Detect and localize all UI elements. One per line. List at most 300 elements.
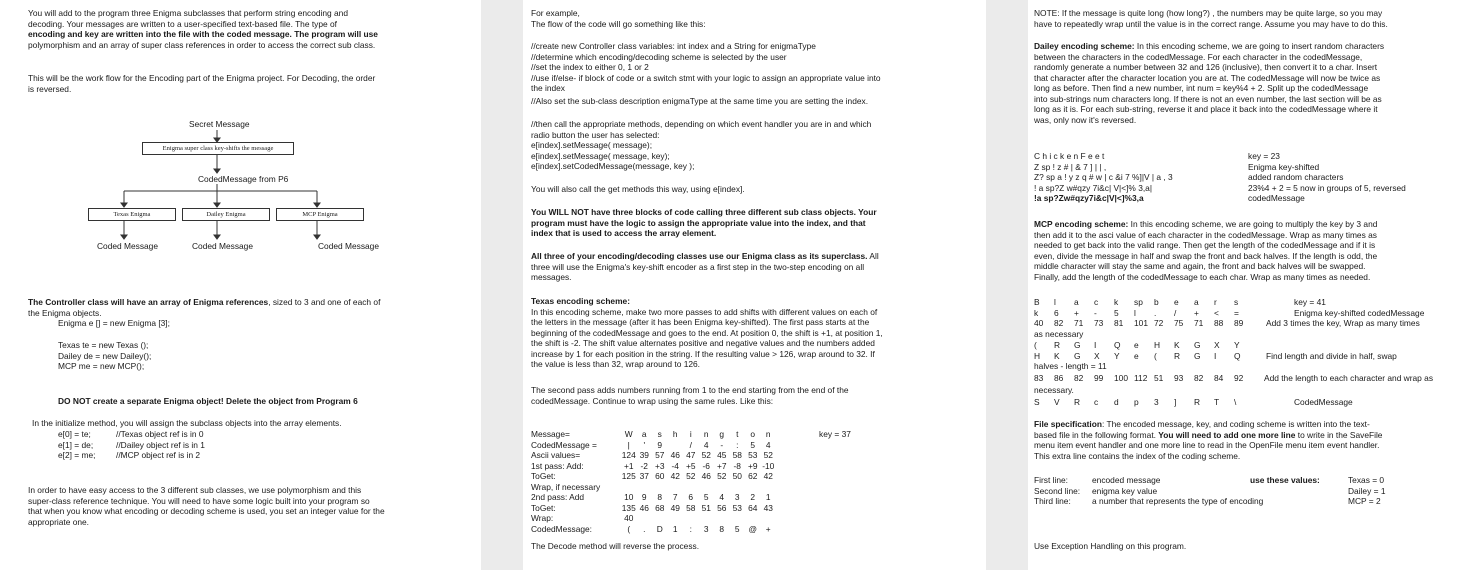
mcp-grid-cell: a <box>1194 297 1199 307</box>
mcp-grid-cell: 75 <box>1174 318 1184 328</box>
texas-table-cell: -4 <box>671 460 679 471</box>
controller-line: The Controller class will have an array of Enigma references, sized to 3 and one of each of <box>28 297 381 307</box>
get-call-line: You will also call the get methods this way, using e[index]. <box>531 184 745 194</box>
intro-line: encoding and key are written into the file with the coded message. The program will use <box>28 29 378 39</box>
texas-table-cell: . <box>643 523 646 534</box>
texas-table-row <box>531 482 621 493</box>
mcp-grid-cell: G <box>1194 350 1201 361</box>
texas-table-cell: 42 <box>670 471 680 481</box>
texas-table-label: Wrap: <box>531 513 554 523</box>
intro-line: decoding. Your messages are written to a user-specified text-based file. The type of <box>28 18 337 29</box>
texas-table-cell: 46 <box>639 502 649 513</box>
comment-line: //use if/else- if block of code or a switch stmt with your logic to assign an appropriate value into <box>531 72 881 83</box>
texas-table-cell: +7 <box>716 460 727 471</box>
use-values-label: use these values: <box>1250 475 1320 485</box>
texas-table-cell: 3 <box>703 523 709 534</box>
mcp-grid-cell: Y <box>1114 350 1120 361</box>
init-code: e[2] = me; <box>58 450 96 460</box>
mcp-grid-cell: k <box>1034 307 1039 318</box>
mcp-grid-cell: G <box>1074 340 1081 350</box>
texas-table-cell: 8 <box>657 492 663 502</box>
page-3 <box>1028 0 1468 570</box>
mcp-grid-cell: ] <box>1174 396 1177 407</box>
comment-line: //create new Controller class variables: int index and a String for enigmaType <box>531 41 816 51</box>
example-line: The flow of the code will go something like this: <box>531 18 706 29</box>
mcp-grid-cell: e <box>1134 340 1139 350</box>
texas-table-cell: 49 <box>670 502 680 513</box>
texas-table-cell: 3 <box>734 492 740 502</box>
mcp-grid-cell: 40 <box>1034 318 1044 328</box>
texas-table-cell: 58 <box>686 502 696 513</box>
workflow-line: is reversed. <box>28 83 72 94</box>
texas-table-cell: 46 <box>701 471 711 481</box>
mcp-grid-cell: X <box>1094 350 1100 361</box>
diagram-mcp-box: MCP Enigma <box>276 208 364 221</box>
texas-table-cell: 53 <box>732 502 742 513</box>
mcp-grid-cell: . <box>1154 307 1157 318</box>
texas-table-cell: +3 <box>654 460 665 471</box>
mcp-line: Finally, add the length of the codedMessage to each char. Wrap as many times as needed. <box>1034 271 1371 282</box>
mcp-grid-cell: sp <box>1134 297 1143 307</box>
texas-table-cell: D <box>656 523 663 534</box>
scheme-value: Texas = 0 <box>1348 475 1385 485</box>
texas-table-cell: 43 <box>763 502 773 513</box>
mcp-grid-cell: 83 <box>1034 373 1044 383</box>
mcp-note: CodedMessage <box>1294 396 1353 407</box>
init-comment: //MCP object ref is in 2 <box>116 450 201 460</box>
controller-code: MCP me = new MCP(); <box>58 361 145 371</box>
init-comment: //Texas object ref is in 0 <box>116 429 204 439</box>
mcp-grid-cell: K <box>1174 340 1180 350</box>
texas-table-cell: s <box>657 429 662 439</box>
file-line-value: a number that represents the type of encoding <box>1092 496 1264 506</box>
mcp-grid-cell: 72 <box>1154 318 1164 328</box>
mcp-note: Enigma key-shifted codedMessage <box>1294 307 1425 318</box>
texas-table-cell: 7 <box>672 492 678 502</box>
texas-line: the shift is -2. The shift value alternates positive and negative values and the numbers added <box>531 338 875 348</box>
diagram-output: Coded Message <box>97 241 158 251</box>
texas-table-cell: 46 <box>670 450 680 460</box>
diagram-secret-message: Secret Message <box>189 119 250 129</box>
texas-table-label: CodedMessage = <box>531 439 597 450</box>
mcp-line: needed to get back into the valid range. Then get the length of the codedMessage and if it is <box>1034 240 1376 250</box>
mcp-grid-cell: \ <box>1234 396 1237 407</box>
mcp-grid-cell: 86 <box>1054 373 1064 383</box>
diagram-super-box: Enigma super class key-shifts the message <box>142 142 294 155</box>
texas-table-cell: 4 <box>703 439 709 450</box>
texas-table-row <box>531 440 776 451</box>
texas-table-cell: 9 <box>657 439 663 450</box>
texas-table-cell: -10 <box>762 460 775 471</box>
intro-line: polymorphism and an array of super class references in order to access the correct sub class. <box>28 39 376 50</box>
texas-line: the letters in the message (after it has been Enigma key-shifted). The first pass starts at the <box>531 317 870 327</box>
dailey-example-right: Enigma key-shifted <box>1248 161 1320 172</box>
mcp-grid-cell: b <box>1154 297 1159 307</box>
texas-table-cell: 56 <box>717 502 727 513</box>
init-line: In the initialize method, you will assign the subclass objects into the array elements. <box>32 418 342 428</box>
texas-table-cell: n <box>765 429 771 439</box>
mcp-grid-cell: 82 <box>1194 373 1204 383</box>
mcp-grid-cell: 3 <box>1154 396 1159 407</box>
note-line: NOTE: If the message is quite long (how long?) , the numbers may be quite large, so you may <box>1034 8 1383 18</box>
mcp-grid-cell: 92 <box>1234 373 1244 383</box>
texas-table-cell: 1 <box>672 523 678 534</box>
mcp-grid-cell: 51 <box>1154 373 1164 383</box>
texas-table-label: 1st pass: Add: <box>531 460 584 471</box>
mcp-grid-cell: Y <box>1234 340 1240 350</box>
workflow-line: This will be the work flow for the Encoding part of the Enigma project. For Decoding, the order <box>28 73 376 83</box>
mcp-grid-cell: 99 <box>1094 373 1104 383</box>
texas-table-cell: 42 <box>763 471 773 481</box>
texas-table-cell: 4 <box>765 439 771 450</box>
texas-table-cell: o <box>750 429 756 439</box>
mcp-grid-cell: H <box>1034 350 1041 361</box>
access-line: super-class reference technique. You will need to have some logic built into your program so <box>28 495 370 506</box>
file-line-label: Third line: <box>1034 496 1071 506</box>
workflow-diagram <box>0 0 481 270</box>
mcp-grid-cell: 88 <box>1214 318 1224 328</box>
mcp-grid-cell: 84 <box>1214 373 1224 383</box>
mcp-grid-cell: 73 <box>1094 318 1104 328</box>
file-line-value: enigma key value <box>1092 485 1158 496</box>
exception-line: Use Exception Handling on this program. <box>1034 541 1187 551</box>
texas-table-cell: 52 <box>717 471 727 481</box>
comment-line: //Also set the sub-class description enigmaType at the same time you are setting the index. <box>531 96 869 106</box>
texas-table-cell: g <box>719 429 725 439</box>
mcp-halves: halves - length = 11 <box>1034 361 1107 371</box>
texas-table-cell: 5 <box>734 523 740 534</box>
comment-line: the index <box>531 83 565 93</box>
mcp-line: even, divide the message in half and swap the front and back halves. If the length is odd, the <box>1034 250 1378 261</box>
texas-table-row <box>531 450 776 461</box>
file-line-label: First line: <box>1034 475 1068 485</box>
dailey-line: into sub-strings num characters long. If there is not an even number, the last section will be as <box>1034 93 1382 104</box>
dailey-example-right: key = 23 <box>1248 151 1280 161</box>
mcp-grid-cell: s <box>1234 297 1239 307</box>
texas-line: increase by 1 for each position in the string. If the resulting value > 126, wrap around to 32. If <box>531 348 875 359</box>
all-three-line: three will use the Enigma's key-shift encoder as a first step in the two-step encoding on all <box>531 261 865 272</box>
texas-table-cell: : <box>689 523 692 534</box>
texas-table-cell: @ <box>748 523 757 534</box>
texas-table-cell: 58 <box>732 450 742 460</box>
mcp-grid-cell: 89 <box>1234 318 1244 328</box>
scheme-value: MCP = 2 <box>1348 496 1381 506</box>
texas-table-cell: 45 <box>717 450 727 460</box>
mcp-grid-cell: V <box>1054 396 1060 407</box>
init-code: e[1] = de; <box>58 439 94 450</box>
second-pass-line: The second pass adds numbers running from 1 to the end starting from the end of the <box>531 385 849 395</box>
texas-table-label: Ascii values= <box>531 450 581 460</box>
texas-table-cell: 52 <box>763 450 773 460</box>
mcp-grid-cell: = <box>1234 307 1239 318</box>
call-line: e[index].setMessage( message); <box>531 140 653 150</box>
init-comment: //Dailey object ref is in 1 <box>116 439 205 450</box>
texas-table-row <box>531 513 776 524</box>
mcp-grid-cell: R <box>1174 350 1181 361</box>
mcp-note: Add the length to each character and wrap as <box>1264 373 1434 383</box>
mcp-grid-cell: p <box>1134 396 1139 407</box>
controller-code: Texas te = new Texas (); <box>58 340 149 350</box>
texas-table-cell: i <box>689 429 692 439</box>
texas-table-label: CodedMessage: <box>531 523 592 534</box>
diagram-dailey-box: Dailey Enigma <box>182 208 270 221</box>
texas-table-cell: t <box>736 429 739 439</box>
mcp-grid-cell: l <box>1054 297 1056 307</box>
diagram-output: Coded Message <box>318 241 379 251</box>
texas-table-row <box>531 503 776 514</box>
mcp-grid-cell: a <box>1074 297 1079 307</box>
texas-table-cell: | <box>627 439 630 450</box>
dailey-example-left: Z? sp a ! y z q # w | c &i 7 %]|V | a , 3 <box>1034 172 1173 182</box>
texas-line: beginning of the codedMessage and goes to the end. At position 0, the shift is +1, at position 1, <box>531 327 883 338</box>
mcp-grid-cell: 71 <box>1074 318 1084 328</box>
mcp-grid-row <box>1034 318 1254 329</box>
mcp-grid-cell: 100 <box>1114 373 1128 383</box>
texas-table-cell: -2 <box>640 460 648 471</box>
controller-code: Dailey de = new Dailey(); <box>58 350 152 361</box>
mcp-grid-cell: ( <box>1154 350 1157 361</box>
mcp-grid-cell: c <box>1094 297 1099 307</box>
controller-line: the Enigma objects. <box>28 307 102 318</box>
texas-table-cell: +9 <box>747 460 758 471</box>
dailey-line: long as before. Then find a new number, int num = key%4 + 2. Split up the codedMessage <box>1034 83 1369 93</box>
texas-table-cell: 5 <box>750 439 756 450</box>
example-line: For example, <box>531 8 580 18</box>
mcp-grid-row <box>1034 351 1254 362</box>
mcp-note: Add 3 times the key, Wrap as many times <box>1266 318 1420 328</box>
decode-line: The Decode method will reverse the process. <box>531 541 700 551</box>
mcp-grid-cell: - <box>1094 307 1097 318</box>
mcp-grid-cell: l <box>1134 307 1136 318</box>
bold-warning: You WILL NOT have three blocks of code calling three different sub class objects. Your <box>531 207 877 217</box>
filespec-line: File specification: The encoded message, key, and coding scheme is written into the text- <box>1034 419 1370 429</box>
comment-line: //set the index to either 0, 1 or 2 <box>531 62 649 72</box>
gutter-left <box>481 0 523 570</box>
mcp-grid-cell: G <box>1074 350 1081 361</box>
mcp-grid-cell: k <box>1114 297 1119 307</box>
bold-warning: program must have the logic to assign the appropriate value into the index, and that <box>531 217 866 228</box>
diagram-output: Coded Message <box>192 241 253 251</box>
texas-table-label: ToGet: <box>531 502 556 513</box>
texas-table-cell: 9 <box>641 492 647 502</box>
mcp-grid-cell: + <box>1194 307 1199 318</box>
mcp-grid-cell: 112 <box>1134 373 1148 383</box>
texas-line: In this encoding scheme, make two more passes to add shifts with different values on each of <box>531 306 878 317</box>
texas-table-cell: +5 <box>685 460 696 471</box>
mcp-grid-cell: H <box>1154 340 1161 350</box>
dailey-line: Dailey encoding scheme: In this encoding scheme, we are going to insert random characters <box>1034 41 1385 51</box>
texas-table-cell: ' <box>643 439 646 450</box>
texas-table-cell: 4 <box>719 492 725 502</box>
mcp-grid-cell: 82 <box>1074 373 1084 383</box>
texas-table-cell: a <box>641 429 647 439</box>
texas-table-cell: 52 <box>701 450 711 460</box>
dailey-example-right: 23%4 + 2 = 5 now in groups of 5, reversed <box>1248 182 1406 193</box>
texas-table-cell: h <box>672 429 678 439</box>
mcp-note: necessary. <box>1034 385 1074 395</box>
call-line: //then call the appropriate methods, depending on which event handler you are in and which <box>531 119 872 129</box>
texas-table-cell: W <box>624 429 633 439</box>
mcp-line: middle character will stay the same and again, the front and back halves will be swapped. <box>1034 261 1366 271</box>
texas-table-cell: +1 <box>623 460 634 471</box>
mcp-grid-cell: I <box>1094 340 1097 350</box>
texas-key: key = 37 <box>819 429 851 439</box>
texas-table-row <box>531 429 776 440</box>
texas-table-cell: 40 <box>624 513 634 523</box>
texas-table-label: ToGet: <box>531 471 556 481</box>
mcp-note: as necessary <box>1034 328 1084 339</box>
mcp-grid-cell: R <box>1074 396 1081 407</box>
bold-warning: index that is used to access the array element. <box>531 228 717 238</box>
texas-line: the value is less than 32, wrap around to 126. <box>531 359 701 369</box>
file-line-value: encoded message <box>1092 475 1161 485</box>
mcp-grid-cell: 101 <box>1134 318 1148 328</box>
intro-line: You will add to the program three Enigma subclasses that perform string encoding and <box>28 8 348 18</box>
mcp-grid-cell: I <box>1214 350 1217 361</box>
texas-table-label: 2nd pass: Add <box>531 492 585 502</box>
texas-table-cell: 6 <box>688 492 694 502</box>
page-1 <box>0 0 481 570</box>
texas-table-cell: 47 <box>686 450 696 460</box>
mcp-grid-cell: X <box>1214 340 1220 350</box>
mcp-grid-row <box>1034 340 1254 351</box>
call-line: e[index].setMessage( message, key); <box>531 150 670 161</box>
call-line: radio button the user has selected: <box>531 129 660 140</box>
mcp-note: Find length and divide in half, swap <box>1266 350 1397 361</box>
mcp-grid-cell: K <box>1054 350 1060 361</box>
texas-table-cell: 5 <box>703 492 709 502</box>
init-code: e[0] = te; <box>58 429 91 439</box>
access-line: In order to have easy access to the 3 different sub classes, we use polymorphism and this <box>28 485 362 495</box>
filespec-line: This extra line contains the index of the coding scheme. <box>1034 450 1241 461</box>
mcp-line: MCP encoding scheme: In this encoding scheme, we are going to multiply the key by 3 and <box>1034 219 1378 229</box>
texas-table-cell: 64 <box>748 502 758 513</box>
mcp-grid-cell: e <box>1134 350 1139 361</box>
mcp-note: key = 41 <box>1294 297 1326 307</box>
texas-table-label: Wrap, if necessary <box>531 481 601 492</box>
mcp-grid-cell: d <box>1114 396 1119 407</box>
texas-table-cell: 52 <box>686 471 696 481</box>
comment-line: //determine which encoding/decoding scheme is selected by the user <box>531 51 787 62</box>
access-line: appropriate one. <box>28 516 89 527</box>
texas-table-cell: 53 <box>748 450 758 460</box>
mcp-grid-cell: / <box>1174 307 1177 318</box>
texas-table-label: Message= <box>531 429 570 439</box>
texas-table-cell: 37 <box>639 471 649 481</box>
texas-table-row <box>531 471 776 482</box>
page-2 <box>523 0 986 570</box>
controller-code: Enigma e [] = new Enigma [3]; <box>58 318 170 328</box>
filespec-line: based file in the following format. You will need to add one more line to write in the SaveFile <box>1034 429 1383 440</box>
texas-table-cell: 8 <box>719 523 725 534</box>
texas-table-cell: 50 <box>732 471 742 481</box>
mcp-grid-cell: T <box>1214 396 1220 407</box>
dailey-example-left: C h i c k e n F e e t <box>1034 151 1105 161</box>
mcp-grid-cell: 82 <box>1054 318 1064 328</box>
mcp-grid-cell: e <box>1174 297 1179 307</box>
dailey-example-right: codedMessage <box>1248 193 1305 203</box>
call-line: e[index].setCodedMessage(message, key ); <box>531 161 695 171</box>
mcp-grid-row <box>1034 297 1254 308</box>
texas-table-row <box>531 492 776 503</box>
mcp-grid-row <box>1034 308 1254 319</box>
access-line: that when you know what encoding or decoding scheme is used, you set an integer value for the <box>28 506 385 516</box>
mcp-line: then add it to the asci value of each character in the codedMessage. Wrap as many times as <box>1034 229 1377 240</box>
dailey-line: long as it is. For each sub-string, reverse it and place it back into the codedMessage where it <box>1034 104 1378 114</box>
mcp-grid-cell: R <box>1054 340 1061 350</box>
dailey-example-right: added random characters <box>1248 172 1344 182</box>
texas-table-cell: -6 <box>702 460 710 471</box>
mcp-grid-cell: R <box>1194 396 1201 407</box>
diagram-coded-from-p6: CodedMessage from P6 <box>198 174 289 184</box>
texas-table-cell: / <box>689 439 692 450</box>
mcp-grid-cell: + <box>1074 307 1079 318</box>
texas-table-cell: 60 <box>655 471 665 481</box>
mcp-grid-cell: c <box>1094 396 1099 407</box>
mcp-grid-cell: S <box>1034 396 1040 407</box>
texas-table-cell: 10 <box>624 492 634 502</box>
mcp-grid-cell: r <box>1214 297 1217 307</box>
texas-table-cell: 135 <box>621 502 636 513</box>
gutter-right <box>986 0 1028 570</box>
texas-table-cell: + <box>765 523 771 534</box>
all-three-line: All three of your encoding/decoding classes use our Enigma class as its superclass. All <box>531 251 879 261</box>
mcp-grid-cell: 93 <box>1174 373 1184 383</box>
dailey-line: that character after the character location you are at. The codedMessage will now be twice as <box>1034 72 1381 83</box>
note-line: have to repeatedly wrap until the value is in the correct range. Assume you may have to do this. <box>1034 18 1388 29</box>
file-line-label: Second line: <box>1034 485 1081 496</box>
mcp-grid-cell: B <box>1034 297 1040 307</box>
dailey-line: randomly generate a number between 32 and 126 (inclusive), then convert it to a char. Insert <box>1034 62 1378 72</box>
dailey-example-left: Z sp ! z # | & 7 ] | | , <box>1034 161 1107 172</box>
mcp-grid-cell: 81 <box>1114 318 1124 328</box>
texas-table-cell: 57 <box>655 450 665 460</box>
mcp-grid-cell: Q <box>1114 340 1121 350</box>
scheme-value: Dailey = 1 <box>1348 485 1386 496</box>
mcp-grid-row <box>1034 373 1254 384</box>
texas-table-cell: ( <box>627 523 631 534</box>
texas-table-cell: 68 <box>655 502 665 513</box>
texas-table-cell: -8 <box>733 460 741 471</box>
do-not-warning: DO NOT create a separate Enigma object! Delete the object from Program 6 <box>58 396 358 406</box>
texas-table-row <box>531 461 776 472</box>
texas-table-cell: : <box>736 439 739 450</box>
texas-table-cell: 62 <box>748 471 758 481</box>
mcp-grid-cell: G <box>1194 340 1201 350</box>
dailey-example-result: !a sp?Zw#qzy7i&c|V|<]%3,a <box>1034 193 1144 203</box>
dailey-line: between the characters in the codedMessage. For each character in the codedMessage, <box>1034 51 1363 62</box>
mcp-grid-cell: 71 <box>1194 318 1204 328</box>
texas-table-cell: 124 <box>621 450 636 460</box>
mcp-grid-row <box>1034 397 1254 408</box>
texas-table-cell: - <box>720 439 724 450</box>
texas-table-cell: 51 <box>701 502 711 513</box>
mcp-grid-cell: < <box>1214 307 1219 318</box>
mcp-grid-cell: ( <box>1034 340 1037 350</box>
texas-table-cell: n <box>703 429 709 439</box>
all-three-line: messages. <box>531 272 572 282</box>
texas-table-cell: 2 <box>750 492 756 502</box>
dailey-example-left: ! a sp?Z w#qzy 7i&c| V|<]% 3,a| <box>1034 182 1153 193</box>
dailey-line: was, only now it's reversed. <box>1034 114 1137 125</box>
texas-table-cell: 39 <box>639 450 649 460</box>
diagram-texas-box: Texas Enigma <box>88 208 176 221</box>
texas-table-cell: 1 <box>765 492 771 502</box>
texas-table-cell: 125 <box>621 471 636 481</box>
mcp-grid-cell: 6 <box>1054 307 1059 318</box>
texas-table-row <box>531 524 776 535</box>
mcp-grid-cell: Q <box>1234 350 1241 361</box>
